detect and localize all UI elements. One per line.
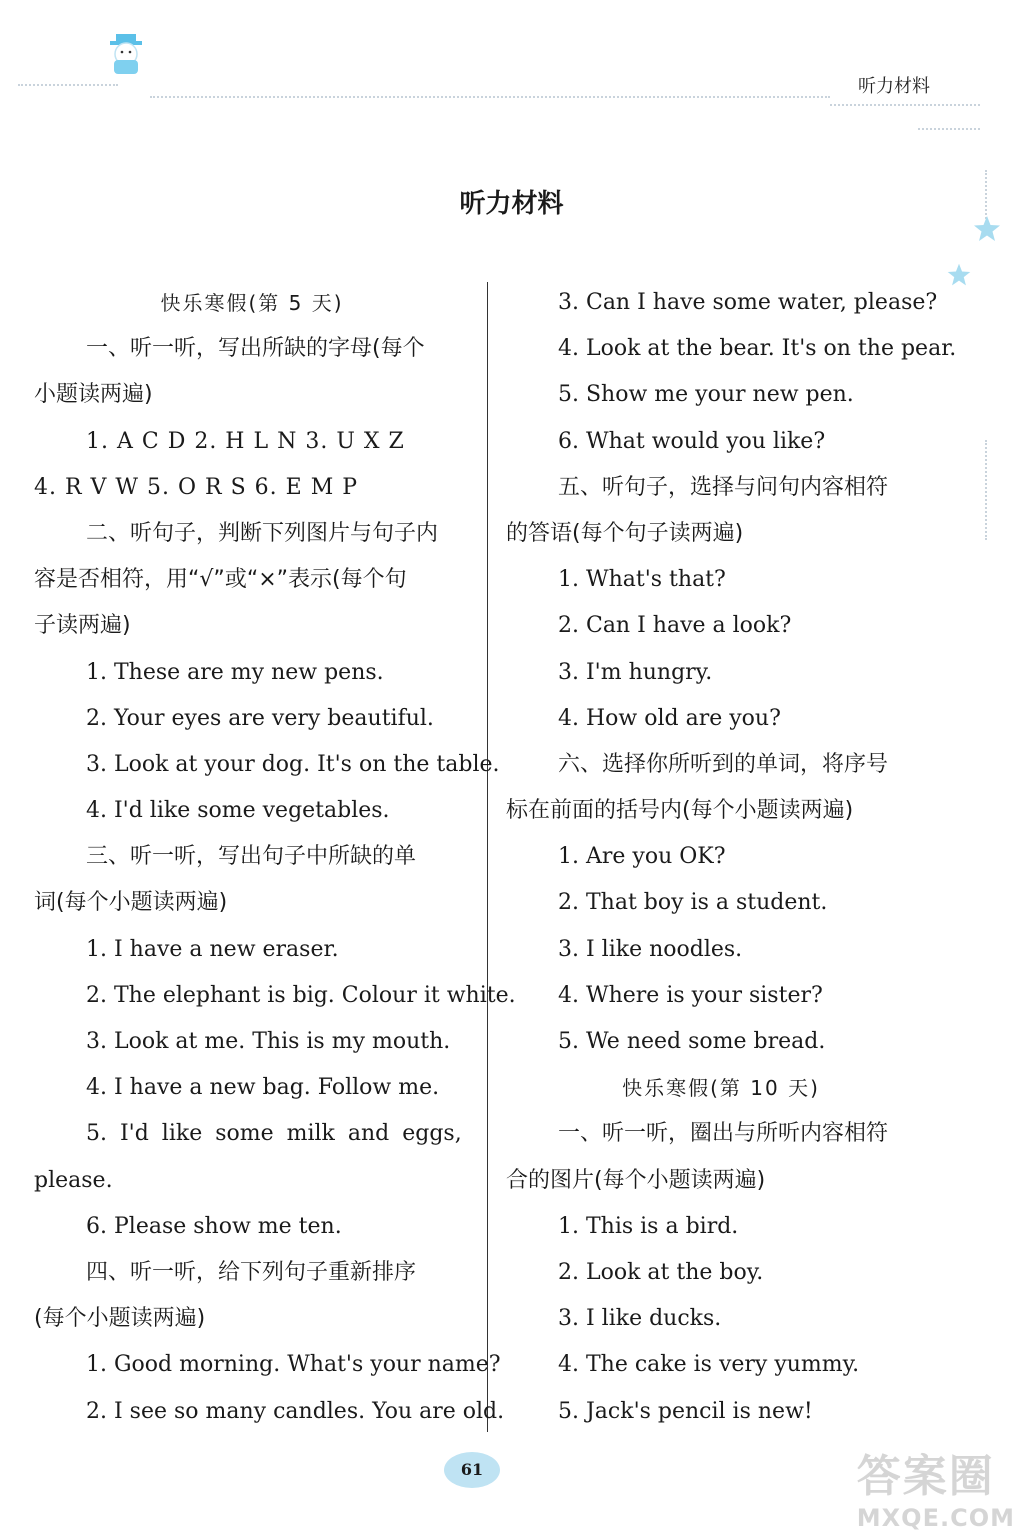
list-item: 6. What would you like? <box>558 428 826 454</box>
header-dotted-rule-mid <box>150 96 830 98</box>
list-item: 1. Are you OK? <box>558 844 726 870</box>
list-item-continuation: please. <box>34 1167 113 1193</box>
list-item: 5. We need some bread. <box>558 1029 826 1054</box>
list-item: 6. Please show me ten. <box>86 1213 342 1239</box>
list-item: 2. Can I have a look? <box>558 613 792 639</box>
page-title: 听力材料 <box>459 189 564 219</box>
list-item: 2. Your eyes are very beautiful. <box>86 705 434 731</box>
section-3-heading-cont: 词(每个小题读两遍) <box>34 890 228 916</box>
list-item: 3. I like ducks. <box>558 1306 722 1332</box>
section-3-heading: 三、听一听，写出句子中所缺的单 <box>86 844 417 870</box>
list-item: 1. I have a new eraser. <box>86 936 339 962</box>
section-2-heading-cont: 容是否相符，用“√”或“×”表示(每个句 <box>34 567 407 593</box>
header-dotted-rule-right2 <box>918 128 980 130</box>
list-item: 5. Show me your new pen. <box>558 382 854 408</box>
watermark-logo <box>857 1440 1015 1532</box>
list-item: 1. What's that? <box>558 567 726 593</box>
snowman-icon <box>100 30 152 82</box>
list-item: 5. I'd like some milk and eggs, <box>86 1121 462 1147</box>
header-dotted-rule-right <box>830 104 980 106</box>
section-4-heading-cont: (每个小题读两遍) <box>34 1306 206 1332</box>
section-4-heading: 四、听一听，给下列句子重新排序 <box>86 1259 417 1285</box>
watermark-text: 答案圈 <box>856 1451 995 1502</box>
section-5-heading: 五、听句子，选择与问句内容相符 <box>558 474 889 500</box>
watermark-url: MXQE.COM <box>856 1504 1015 1532</box>
section-1-heading-cont: 小题读两遍) <box>34 382 153 408</box>
letters-row: 4. R V W 5. O R S 6. E M P <box>34 474 359 500</box>
list-item: 3. Can I have some water, please? <box>558 290 938 315</box>
list-item: 4. Look at the bear. It's on the pear. <box>558 336 957 362</box>
day-5-heading: 快乐寒假(第 5 天) <box>160 291 344 315</box>
day10-section-1-heading-cont: 合的图片(每个小题读两遍) <box>506 1167 766 1193</box>
list-item: 1. This is a bird. <box>558 1213 739 1239</box>
margin-dotted-rule-2 <box>985 440 987 540</box>
section-2-heading-cont: 子读两遍) <box>34 613 131 639</box>
list-item: 5. Jack's pencil is new! <box>558 1398 813 1424</box>
list-item: 3. Look at your dog. It's on the table. <box>86 751 500 777</box>
section-6-heading: 六、选择你所听到的单词，将序号 <box>558 751 889 777</box>
day10-section-1-heading: 一、听一听，圈出与所听内容相符 <box>558 1121 889 1147</box>
list-item: 3. I'm hungry. <box>558 659 713 685</box>
section-5-heading-cont: 的答语(每个句子读两遍) <box>506 520 744 546</box>
list-item: 4. Where is your sister? <box>558 982 823 1008</box>
list-item: 1. Good morning. What's your name? <box>86 1352 501 1378</box>
left-column <box>34 280 516 1435</box>
list-item: 2. I see so many candles. You are old. <box>86 1398 505 1424</box>
header-section-label: 听力材料 <box>858 76 930 97</box>
page-number: 61 <box>444 1452 500 1488</box>
letters-row: 1. A C D 2. H L N 3. U X Z <box>86 428 405 454</box>
list-item: 4. How old are you? <box>558 705 781 731</box>
list-item: 1. These are my new pens. <box>86 659 384 685</box>
star-icon <box>946 262 972 288</box>
section-6-heading-cont: 标在前面的括号内(每个小题读两遍) <box>506 798 854 824</box>
list-item: 4. I'd like some vegetables. <box>86 798 390 824</box>
list-item: 4. I have a new bag. Follow me. <box>86 1075 440 1101</box>
section-1-heading: 一、听一听，写出所缺的字母(每个 <box>86 336 425 362</box>
header-dotted-rule-left <box>18 84 118 86</box>
list-item: 2. That boy is a student. <box>558 890 828 916</box>
section-2-heading: 二、听句子，判断下列图片与句子内 <box>86 520 439 546</box>
day-10-heading: 快乐寒假(第 10 天) <box>622 1076 820 1101</box>
column-divider <box>487 282 488 1432</box>
list-item: 4. The cake is very yummy. <box>558 1352 860 1378</box>
right-column <box>506 280 957 1435</box>
list-item: 3. Look at me. This is my mouth. <box>86 1029 451 1054</box>
list-item: 2. The elephant is big. Colour it white. <box>86 982 516 1008</box>
list-item: 2. Look at the boy. <box>558 1259 764 1285</box>
list-item: 3. I like noodles. <box>558 936 743 962</box>
